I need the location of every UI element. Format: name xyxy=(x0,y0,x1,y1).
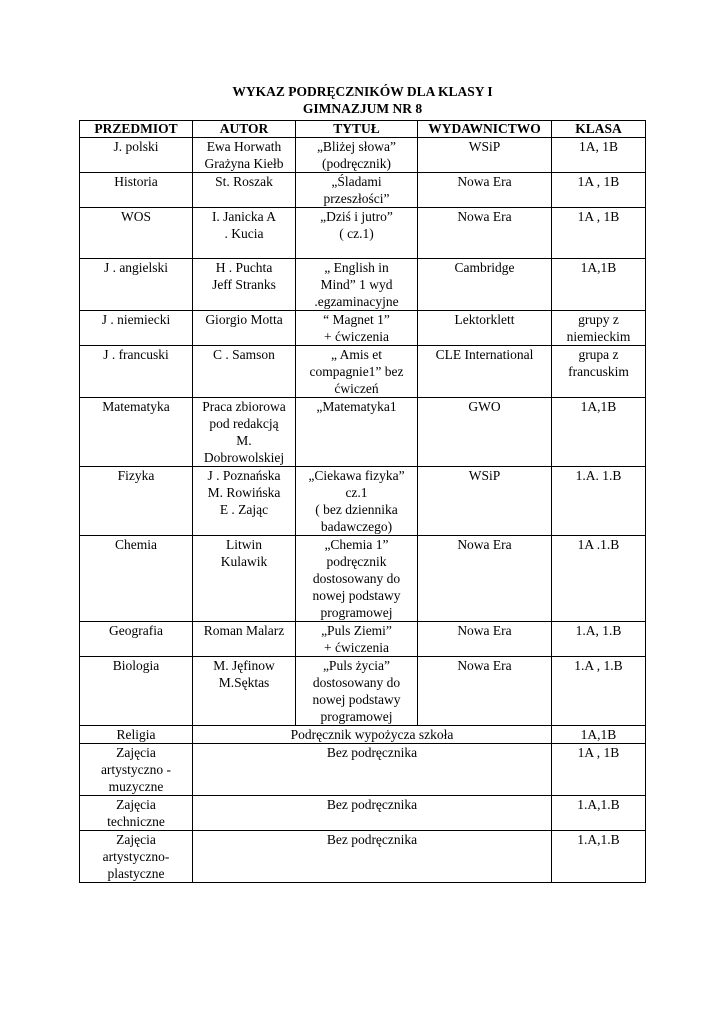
cell-author: St. Roszak xyxy=(193,173,296,208)
table-row xyxy=(80,173,646,208)
cell-class: grupa z francuskim xyxy=(552,346,646,398)
cell-subject: J. polski xyxy=(80,138,193,173)
cell-class: 1A .1.B xyxy=(552,536,646,622)
column-header-subject: PRZEDMIOT xyxy=(80,121,193,138)
cell-class: 1.A,1.B xyxy=(552,796,646,831)
cell-subject: Fizyka xyxy=(80,467,193,536)
cell-publisher: Nowa Era xyxy=(418,208,552,259)
table-row xyxy=(80,744,646,796)
cell-title: „Matematyka1 xyxy=(296,398,418,467)
cell-author: I. Janicka A . Kucia xyxy=(193,208,296,259)
table-row xyxy=(80,259,646,311)
table-row xyxy=(80,796,646,831)
cell-title: „Puls życia” dostosowany do nowej podstawy programowej xyxy=(296,657,418,726)
cell-class: 1A,1B xyxy=(552,259,646,311)
cell-publisher: CLE International xyxy=(418,346,552,398)
cell-subject: WOS xyxy=(80,208,193,259)
table-row xyxy=(80,138,646,173)
column-header-publisher: WYDAWNICTWO xyxy=(418,121,552,138)
cell-publisher: Nowa Era xyxy=(418,173,552,208)
cell-author: H . Puchta Jeff Stranks xyxy=(193,259,296,311)
title-line-1: WYKAZ PODRĘCZNIKÓW DLA KLASY I xyxy=(232,84,493,99)
cell-note: Podręcznik wypożycza szkoła xyxy=(193,726,552,744)
table-row xyxy=(80,622,646,657)
cell-class: 1A,1B xyxy=(552,726,646,744)
table-row xyxy=(80,726,646,744)
cell-class: 1.A , 1.B xyxy=(552,657,646,726)
cell-publisher: Nowa Era xyxy=(418,536,552,622)
cell-author: J . Poznańska M. Rowińska E . Zając xyxy=(193,467,296,536)
cell-class: 1.A. 1.B xyxy=(552,467,646,536)
column-header-author: AUTOR xyxy=(193,121,296,138)
table-row xyxy=(80,346,646,398)
table-row xyxy=(80,657,646,726)
cell-class: 1.A, 1.B xyxy=(552,622,646,657)
cell-subject: Matematyka xyxy=(80,398,193,467)
cell-class: 1A , 1B xyxy=(552,173,646,208)
cell-author: M. Jęfinow M.Sęktas xyxy=(193,657,296,726)
cell-author: Litwin Kulawik xyxy=(193,536,296,622)
table-row xyxy=(80,398,646,467)
cell-title: „Puls Ziemi” + ćwiczenia xyxy=(296,622,418,657)
cell-class: 1A,1B xyxy=(552,398,646,467)
cell-subject: Zajęcia techniczne xyxy=(80,796,193,831)
cell-note: Bez podręcznika xyxy=(193,744,552,796)
table-row xyxy=(80,311,646,346)
cell-class: grupy z niemieckim xyxy=(552,311,646,346)
table-row xyxy=(80,536,646,622)
cell-subject: Biologia xyxy=(80,657,193,726)
cell-author: Giorgio Motta xyxy=(193,311,296,346)
cell-subject: Geografia xyxy=(80,622,193,657)
cell-title: „Chemia 1” podręcznik dostosowany do nowej podstawy programowej xyxy=(296,536,418,622)
document-title xyxy=(0,83,725,117)
cell-class: 1A , 1B xyxy=(552,208,646,259)
column-header-class: KLASA xyxy=(552,121,646,138)
cell-subject: Religia xyxy=(80,726,193,744)
cell-note: Bez podręcznika xyxy=(193,796,552,831)
cell-title: „ English in Mind” 1 wyd .egzaminacyjne xyxy=(296,259,418,311)
cell-title: „Bliżej słowa” (podręcznik) xyxy=(296,138,418,173)
cell-title: „Śladami przeszłości” xyxy=(296,173,418,208)
cell-publisher: Lektorklett xyxy=(418,311,552,346)
cell-publisher: WSiP xyxy=(418,467,552,536)
cell-title: “ Magnet 1” + ćwiczenia xyxy=(296,311,418,346)
cell-author: Roman Malarz xyxy=(193,622,296,657)
table-row xyxy=(80,467,646,536)
cell-author: Praca zbiorowa pod redakcją M. Dobrowolskiej xyxy=(193,398,296,467)
title-line-2: GIMNAZJUM NR 8 xyxy=(302,101,423,116)
cell-publisher: Cambridge xyxy=(418,259,552,311)
cell-publisher: Nowa Era xyxy=(418,622,552,657)
cell-title: „Ciekawa fizyka” cz.1 ( bez dziennika badawczego) xyxy=(296,467,418,536)
cell-publisher: GWO xyxy=(418,398,552,467)
cell-author: C . Samson xyxy=(193,346,296,398)
table-row xyxy=(80,208,646,259)
cell-subject: Zajęcia artystyczno - muzyczne xyxy=(80,744,193,796)
cell-class: 1A , 1B xyxy=(552,744,646,796)
cell-class: 1A, 1B xyxy=(552,138,646,173)
column-header-title: TYTUŁ xyxy=(296,121,418,138)
cell-class: 1.A,1.B xyxy=(552,831,646,883)
cell-subject: J . niemiecki xyxy=(80,311,193,346)
table-row xyxy=(80,831,646,883)
cell-title: „Dziś i jutro” ( cz.1) xyxy=(296,208,418,259)
cell-author: Ewa Horwath Grażyna Kiełb xyxy=(193,138,296,173)
cell-subject: J . francuski xyxy=(80,346,193,398)
cell-subject: J . angielski xyxy=(80,259,193,311)
table-header-row xyxy=(80,121,646,138)
cell-title: „ Amis et compagnie1” bez ćwiczeń xyxy=(296,346,418,398)
cell-subject: Chemia xyxy=(80,536,193,622)
cell-publisher: Nowa Era xyxy=(418,657,552,726)
cell-subject: Historia xyxy=(80,173,193,208)
textbook-table xyxy=(79,120,646,883)
cell-note: Bez podręcznika xyxy=(193,831,552,883)
cell-publisher: WSiP xyxy=(418,138,552,173)
cell-subject: Zajęcia artystyczno- plastyczne xyxy=(80,831,193,883)
